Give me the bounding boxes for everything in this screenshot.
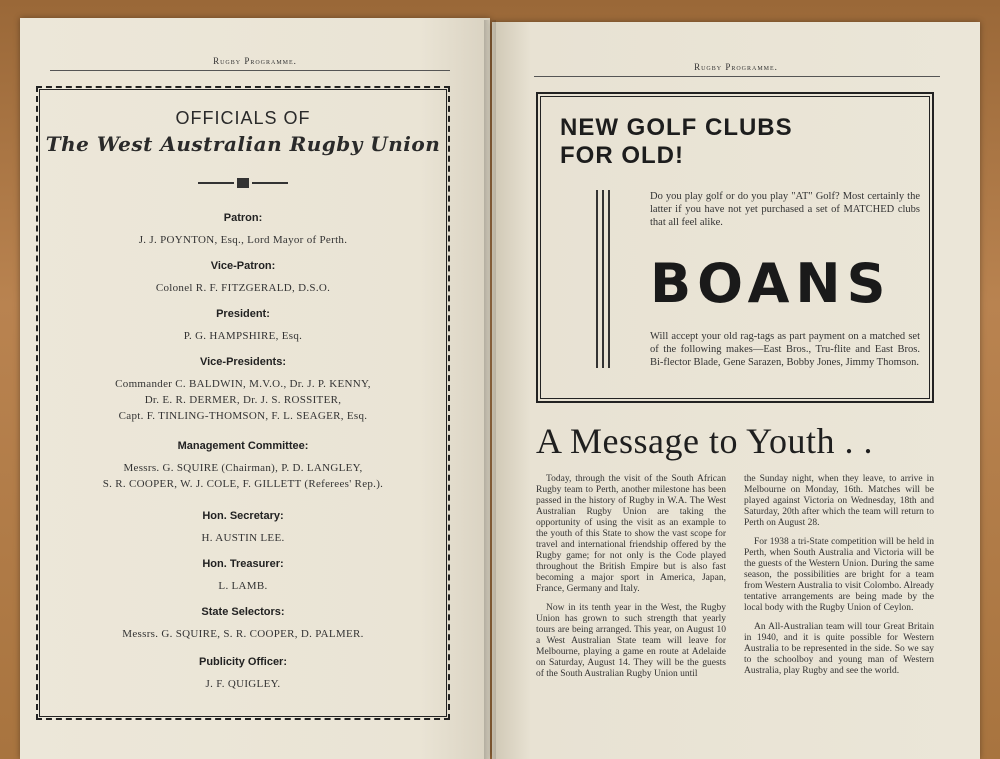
ad-question-text: Do you play golf or do you play "AT" Golf? Most certainly the latter if you have not yet purchased a set of MATCHED clubs that all feel alike. <box>650 191 920 228</box>
golf-advertisement <box>536 92 934 403</box>
official-role: Hon. Secretary: <box>202 510 284 522</box>
officials-heading: OFFICIALS OF <box>175 108 311 128</box>
officials-hon-secretary <box>38 510 448 546</box>
article-title: A Message to Youth . . <box>536 421 874 461</box>
brand-logo: BOANS <box>650 252 892 315</box>
book-gutter <box>484 20 496 759</box>
officials-vice-presidents <box>38 356 448 424</box>
officials-state-selectors <box>38 606 448 642</box>
ad-offer-text: Will accept your old rag-tags as part payment on a matched set of the following makes—East Bros., Tru-flite and East Bros. Bi-flector Blade, Gene Sarazen, Bobby Jones, Jimmy Thomson. <box>650 331 920 368</box>
article-paragraph: Now in its tenth year in the West, the Rugby Union has grown to such strength that yearly tours are being arranged. This year, on August 10 a West Australian State team will leave for Melbourne, playing a game en route at Adelaide on Saturday, August 14. They will be the guests of the South Australian Rugby Union until <box>536 603 726 679</box>
official-role: Vice-Patron: <box>210 260 276 272</box>
article-paragraph: An All-Australian team will tour Great Britain in 1940, and it is quite possible for Western Australia to be represented in the side. So we say to the schoolboy and young man of Western Australia, play Rugby and see the world. <box>744 622 934 676</box>
ad-headline <box>560 114 793 170</box>
union-title: The West Australian Rugby Union <box>45 132 441 156</box>
article-paragraph: the Sunday night, when they leave, to arrive in Melbourne on Monday, 16th. Matches will be played against Victoria on Wednesday, 18th and Saturday, 20th after which the team will return to Perth on August 28. <box>744 474 934 528</box>
officials-patron <box>38 212 448 248</box>
official-role: President: <box>216 308 270 320</box>
right-page <box>492 22 980 759</box>
ad-headline-line: FOR OLD! <box>560 142 684 169</box>
officials-vice-patron <box>38 260 448 296</box>
official-name: Messrs. G. SQUIRE (Chairman), P. D. LANGLEY, <box>123 462 363 474</box>
official-name: Dr. E. R. DERMER, Dr. J. S. ROSSITER, <box>144 394 342 406</box>
official-name: L. LAMB. <box>218 580 268 592</box>
article-paragraph: For 1938 a tri-State competition will be held in Perth, when South Australia and Victoria will be the guests of the Western Union. During the same season, the possibilities are bright for a team from Western Australia to visit Colombo. Already tentative arrangements are being made by the local body with the Rugby Union of Ceylon. <box>744 537 934 613</box>
running-head: Rugby Programme. <box>694 62 778 72</box>
ornament-divider <box>198 178 288 188</box>
ad-headline-line: NEW GOLF CLUBS <box>560 114 793 141</box>
header-rule <box>50 70 450 71</box>
official-role: State Selectors: <box>201 606 285 618</box>
article-column-1 <box>536 474 726 688</box>
official-name: Capt. F. TINLING-THOMSON, F. L. SEAGER, Esq. <box>118 410 368 422</box>
officials-president <box>38 308 448 344</box>
official-name: P. G. HAMPSHIRE, Esq. <box>183 330 303 342</box>
officials-hon-treasurer <box>38 558 448 594</box>
header-rule <box>534 76 940 77</box>
official-role: Patron: <box>223 212 263 224</box>
article-paragraph: Today, through the visit of the South African Rugby team to Perth, another milestone has been passed in the history of Rugby in W.A. The West Australian Rugby Union are taking the opportunity of using the visit as an example to the youth of this State to show the vast scope for travel and international friendship offered by the Rugby game; for not only is the Code played throughout the British Empire but is also fast becoming a major sport in America, Japan, France, Germany and Italy. <box>536 474 726 594</box>
official-name: S. R. COOPER, W. J. COLE, F. GILLETT (Referees' Rep.). <box>102 478 384 490</box>
officials-frame <box>36 86 450 720</box>
official-name: Messrs. G. SQUIRE, S. R. COOPER, D. PALMER. <box>122 628 364 640</box>
official-name: Commander C. BALDWIN, M.V.O., Dr. J. P. KENNY, <box>115 378 371 390</box>
running-head: Rugby Programme. <box>213 56 297 66</box>
official-name: J. F. QUIGLEY. <box>205 678 281 690</box>
officials-publicity-officer <box>38 656 448 692</box>
official-name: J. J. POYNTON, Esq., Lord Mayor of Perth. <box>138 234 348 246</box>
official-role: Hon. Treasurer: <box>202 558 284 570</box>
official-role: Vice-Presidents: <box>199 356 286 368</box>
official-role: Publicity Officer: <box>198 656 288 668</box>
official-name: H. AUSTIN LEE. <box>201 532 285 544</box>
article-column-2 <box>744 474 934 685</box>
official-role: Management Committee: <box>177 440 309 452</box>
left-page <box>20 18 490 759</box>
official-name: Colonel R. F. FITZGERALD, D.S.O. <box>155 282 331 294</box>
officials-management-committee <box>38 440 448 492</box>
